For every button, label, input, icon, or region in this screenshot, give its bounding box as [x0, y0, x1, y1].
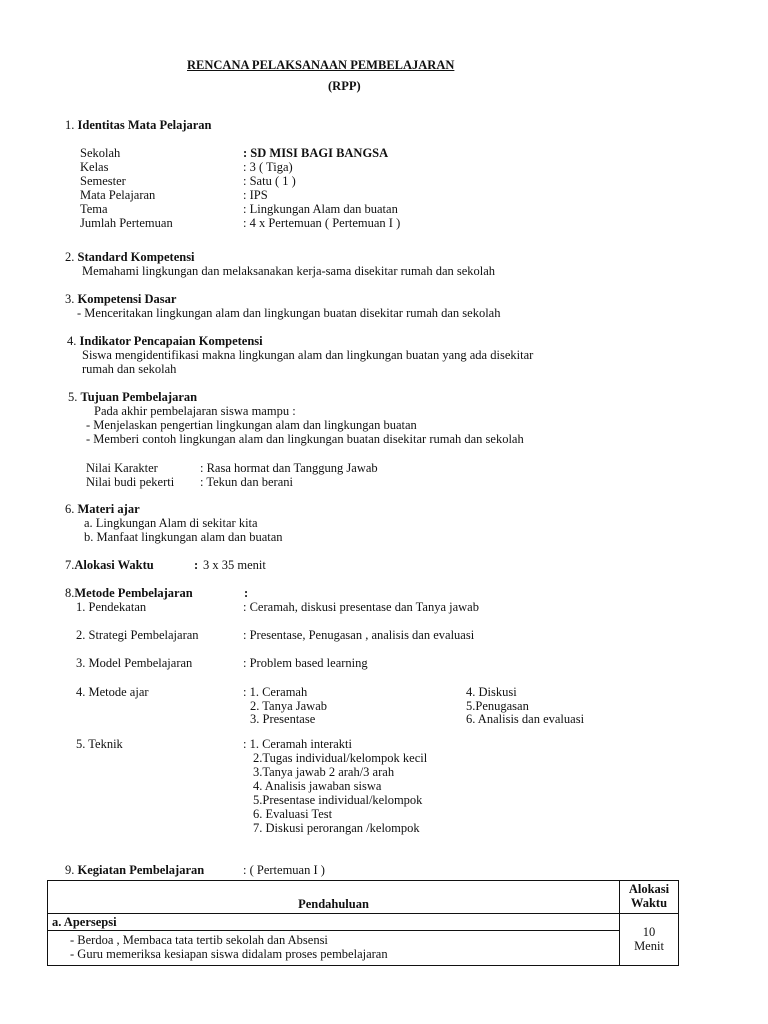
materi-item-b: b. Manfaat lingkungan alam dan buatan — [84, 530, 283, 544]
teknik-item-2: 2.Tugas individual/kelompok kecil — [253, 751, 428, 765]
apersepsi-item-2: - Guru memeriksa kesiapan siswa didalam proses pembelajaran — [70, 947, 388, 961]
identitas-value-pertemuan: : 4 x Pertemuan ( Pertemuan I ) — [243, 216, 401, 230]
teknik-item-6: 6. Evaluasi Test — [253, 807, 333, 821]
time-line-2: Menit — [634, 939, 664, 953]
materi-item-a: a. Lingkungan Alam di sekitar kita — [84, 516, 258, 530]
time-line-1: 10 — [642, 925, 656, 939]
kompetensi-dasar-text: - Menceritakan lingkungan alam dan lingkungan buatan disekitar rumah dan sekolah — [77, 306, 501, 320]
section-heading: Materi ajar — [77, 502, 140, 516]
table-apersepsi-items — [48, 931, 620, 966]
table-row — [48, 914, 679, 931]
metode-colon: : — [244, 586, 249, 600]
identitas-label-tema: Tema — [80, 202, 108, 216]
section-number: 4. — [67, 334, 77, 348]
teknik-label: 5. Teknik — [76, 737, 123, 751]
teknik-item-4: 4. Analisis jawaban siswa — [253, 779, 382, 793]
metode-ajar-item-6: 6. Analisis dan evaluasi — [466, 712, 585, 726]
alokasi-line-2: Waktu — [630, 896, 668, 910]
nilai-budi-label: Nilai budi pekerti — [86, 475, 175, 489]
metode-ajar-item-5: 5.Penugasan — [466, 699, 529, 713]
table-row — [48, 931, 679, 966]
metode-ajar-item-3: 3. Presentase — [250, 712, 316, 726]
section-number: 2. — [65, 250, 75, 264]
table-subheader-apersepsi: a. Apersepsi — [48, 914, 620, 931]
identitas-label-kelas: Kelas — [80, 160, 109, 174]
apersepsi-item-1: - Berdoa , Membaca tata tertib sekolah dan Absensi — [70, 933, 328, 947]
identitas-label-mapel: Mata Pelajaran — [80, 188, 156, 202]
teknik-item-7: 7. Diskusi perorangan /kelompok — [253, 821, 420, 835]
nilai-karakter-label: Nilai Karakter — [86, 461, 158, 475]
metode-ajar-item-2: 2. Tanya Jawab — [250, 699, 327, 713]
section-materi — [65, 502, 140, 516]
alokasi-line-1: Alokasi — [628, 882, 670, 896]
section-heading: Alokasi Waktu — [74, 558, 154, 572]
indikator-line-2: rumah dan sekolah — [82, 362, 177, 376]
table-time-cell — [620, 914, 679, 966]
alokasi-colon: : — [194, 558, 199, 572]
standard-kompetensi-text: Memahami lingkungan dan melaksanakan kerja-sama disekitar rumah dan sekolah — [82, 264, 496, 278]
section-heading: Indikator Pencapaian Kompetensi — [79, 334, 263, 348]
section-metode — [65, 586, 193, 600]
section-heading: Metode Pembelajaran — [74, 586, 193, 600]
section-number: 5. — [68, 390, 78, 404]
section-heading: Tujuan Pembelajaran — [80, 390, 198, 404]
identitas-value-kelas: : 3 ( Tiga) — [243, 160, 293, 174]
pendekatan-label: 1. Pendekatan — [76, 600, 147, 614]
metode-ajar-label: 4. Metode ajar — [76, 685, 149, 699]
section-heading: Identitas Mata Pelajaran — [77, 118, 212, 132]
teknik-item-1: : 1. Ceramah interakti — [243, 737, 352, 751]
table-header-pendahuluan: Pendahuluan — [48, 881, 620, 914]
identitas-value-tema: : Lingkungan Alam dan buatan — [243, 202, 398, 216]
section-heading: Kompetensi Dasar — [77, 292, 177, 306]
section-alokasi — [65, 558, 154, 572]
kegiatan-table — [47, 880, 679, 966]
model-label: 3. Model Pembelajaran — [76, 656, 193, 670]
identitas-value-semester: : Satu ( 1 ) — [243, 174, 296, 188]
teknik-item-3: 3.Tanya jawab 2 arah/3 arah — [253, 765, 395, 779]
table-header-row — [48, 881, 679, 914]
section-heading: Standard Kompetensi — [77, 250, 195, 264]
section-number: 3. — [65, 292, 75, 306]
strategi-value: : Presentase, Penugasan , analisis dan evaluasi — [243, 628, 475, 642]
section-number: 6. — [65, 502, 75, 516]
section-indikator — [67, 334, 263, 348]
table-header-alokasi — [620, 881, 679, 914]
metode-ajar-item-4: 4. Diskusi — [466, 685, 517, 699]
tujuan-item-1: - Menjelaskan pengertian lingkungan alam dan lingkungan buatan — [86, 418, 417, 432]
identitas-label-pertemuan: Jumlah Pertemuan — [80, 216, 173, 230]
kegiatan-pertemuan: : ( Pertemuan I ) — [243, 863, 325, 877]
section-kegiatan — [65, 863, 204, 877]
teknik-item-5: 5.Presentase individual/kelompok — [253, 793, 423, 807]
section-number: 1. — [65, 118, 75, 132]
indikator-line-1: Siswa mengidentifikasi makna lingkungan alam dan lingkungan buatan yang ada disekitar — [82, 348, 534, 362]
alokasi-value: 3 x 35 menit — [203, 558, 266, 572]
identitas-label-sekolah: Sekolah — [80, 146, 121, 160]
section-standard-kompetensi — [65, 250, 195, 264]
tujuan-item-2: - Memberi contoh lingkungan alam dan lingkungan buatan disekitar rumah dan sekolah — [86, 432, 524, 446]
section-number: 8. — [65, 586, 75, 600]
pendekatan-value: : Ceramah, diskusi presentase dan Tanya jawab — [243, 600, 479, 614]
metode-ajar-item-1: : 1. Ceramah — [243, 685, 308, 699]
identitas-value-sekolah: : SD MISI BAGI BANGSA — [243, 146, 389, 160]
section-number: 9. — [65, 863, 75, 877]
strategi-label: 2. Strategi Pembelajaran — [76, 628, 199, 642]
document-subtitle: (RPP) — [328, 79, 361, 93]
nilai-karakter-value: : Rasa hormat dan Tanggung Jawab — [200, 461, 378, 475]
model-value: : Problem based learning — [243, 656, 368, 670]
section-kompetensi-dasar — [65, 292, 176, 306]
section-tujuan — [68, 390, 197, 404]
nilai-budi-value: : Tekun dan berani — [200, 475, 293, 489]
identitas-value-mapel: : IPS — [243, 188, 268, 202]
section-heading: Kegiatan Pembelajaran — [77, 863, 205, 877]
section-identitas — [65, 118, 212, 132]
section-number: 7. — [65, 558, 75, 572]
document-title: RENCANA PELAKSANAAN PEMBELAJARAN — [187, 58, 455, 72]
identitas-label-semester: Semester — [80, 174, 126, 188]
tujuan-intro: Pada akhir pembelajaran siswa mampu : — [94, 404, 296, 418]
